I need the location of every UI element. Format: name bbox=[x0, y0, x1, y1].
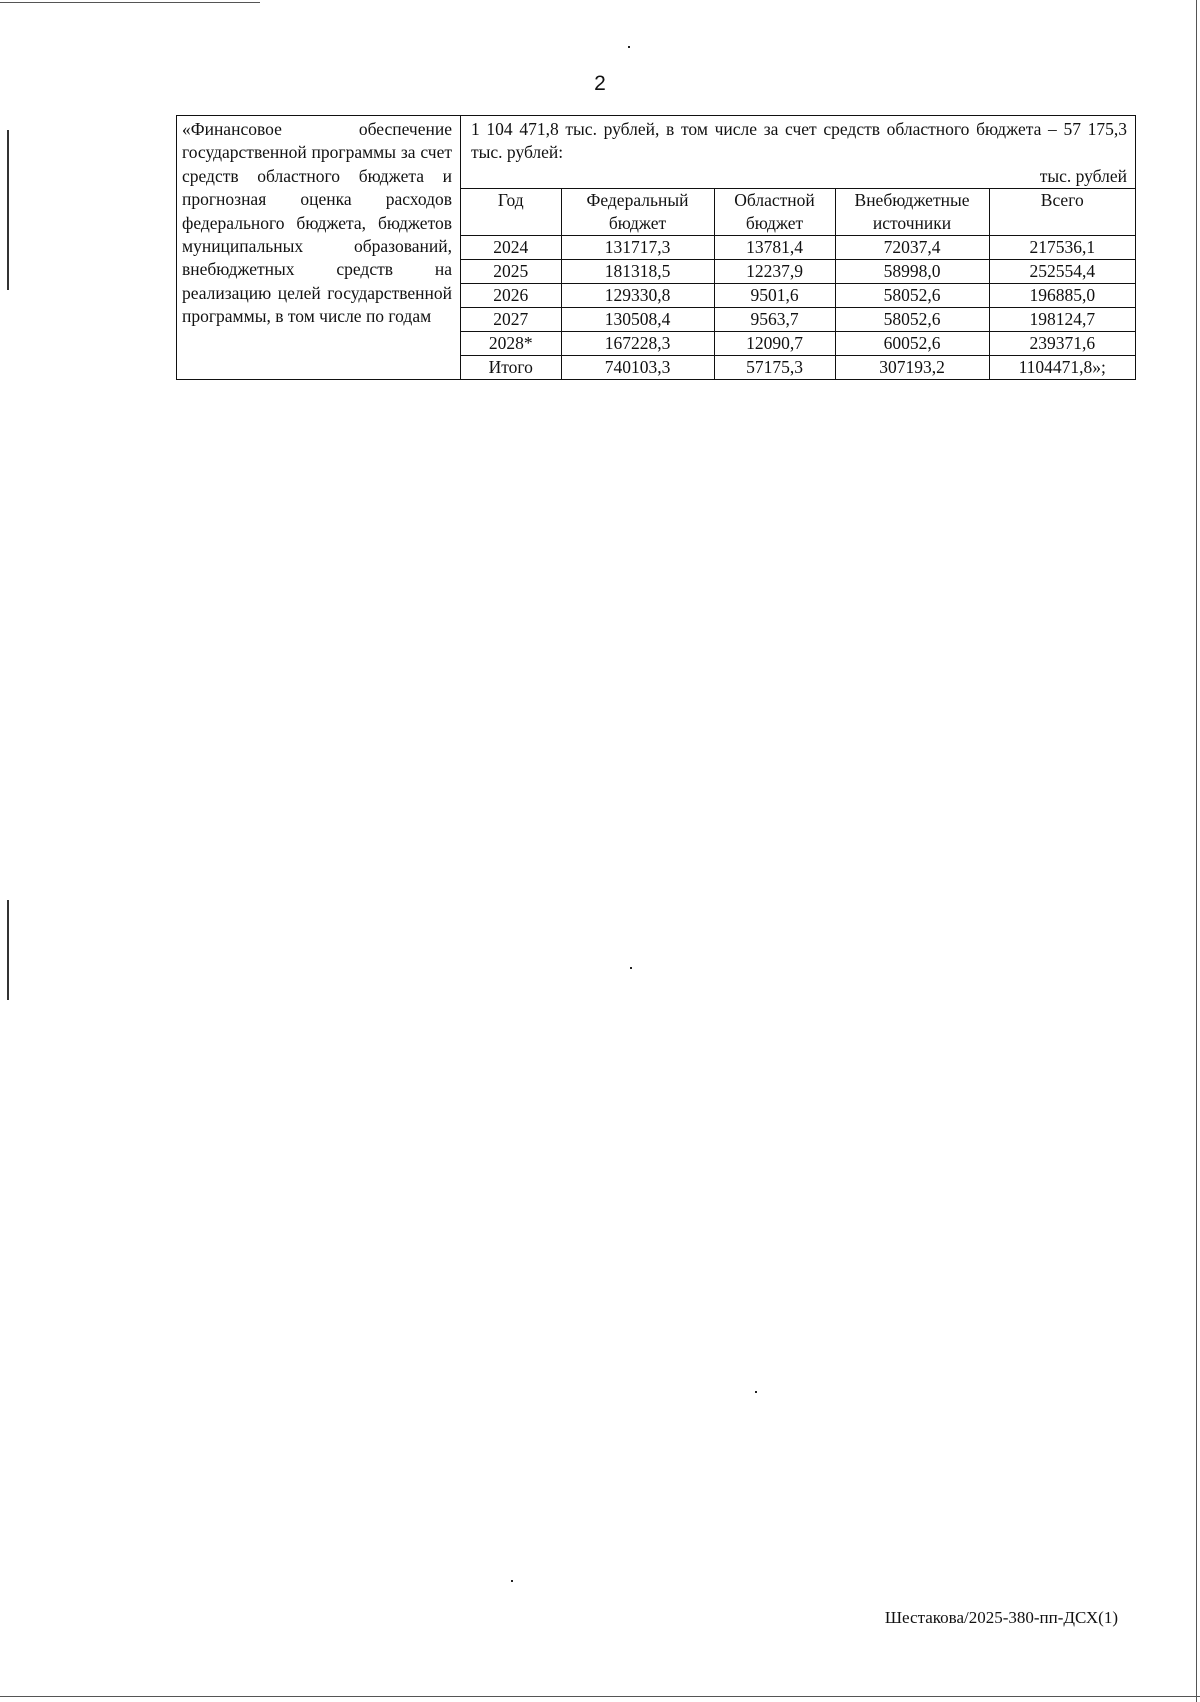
table-total-row bbox=[461, 355, 1135, 379]
cell-federal: 181318,5 bbox=[561, 259, 714, 283]
cell-year: Итого bbox=[461, 355, 561, 379]
page-number: 2 bbox=[594, 72, 606, 95]
cell-extrabudgetary: 58052,6 bbox=[835, 307, 989, 331]
cell-extrabudgetary: 72037,4 bbox=[835, 235, 989, 259]
scan-dot bbox=[511, 1580, 513, 1582]
cell-regional: 9563,7 bbox=[714, 307, 835, 331]
table-row bbox=[461, 235, 1135, 259]
passport-table bbox=[176, 115, 1136, 380]
scan-edge-bottom bbox=[0, 1696, 1200, 1697]
scan-edge-top bbox=[0, 2, 260, 3]
cell-regional: 13781,4 bbox=[714, 235, 835, 259]
cell-federal: 131717,3 bbox=[561, 235, 714, 259]
cell-regional: 9501,6 bbox=[714, 283, 835, 307]
units-label: тыс. рублей bbox=[1039, 165, 1127, 186]
header-regional-budget: Областной бюджет bbox=[714, 188, 835, 235]
table-row bbox=[461, 307, 1135, 331]
scan-dot bbox=[755, 1391, 757, 1393]
table-row bbox=[461, 283, 1135, 307]
cell-total: 252554,4 bbox=[989, 259, 1135, 283]
cell-year: 2025 bbox=[461, 259, 561, 283]
cell-year: 2028* bbox=[461, 331, 561, 355]
cell-total: 239371,6 bbox=[989, 331, 1135, 355]
cell-federal: 167228,3 bbox=[561, 331, 714, 355]
cell-extrabudgetary: 60052,6 bbox=[835, 331, 989, 355]
passport-value-cell bbox=[461, 116, 1136, 380]
cell-total: 196885,0 bbox=[989, 283, 1135, 307]
cell-total: 1104471,8»; bbox=[989, 355, 1135, 379]
header-extrabudgetary: Внебюджетные источники bbox=[835, 188, 989, 235]
funding-table-header-row bbox=[461, 188, 1135, 235]
document-code: Шестакова/2025-380-пп-ДСХ(1) bbox=[884, 1608, 1118, 1627]
cell-total: 217536,1 bbox=[989, 235, 1135, 259]
cell-year: 2027 bbox=[461, 307, 561, 331]
funding-summary: 1 104 471,8 тыс. рублей, в том числе за счет средств областного бюджета – 57 175,3 тыс. рублей: bbox=[471, 119, 1127, 163]
scan-margin-line bbox=[7, 900, 9, 1000]
cell-extrabudgetary: 58052,6 bbox=[835, 283, 989, 307]
cell-regional: 12090,7 bbox=[714, 331, 835, 355]
cell-regional: 12237,9 bbox=[714, 259, 835, 283]
passport-label: «Финансовое обеспечение государственной программы за счет средств областного бюджета и прогнозная оценка расходов федерального бюджета, бюджетов муниципальных образований, внебюджетных средств на реализацию целей государственной программы, в том числе по годам bbox=[177, 116, 461, 380]
header-federal-budget: Федеральный бюджет bbox=[561, 188, 714, 235]
table-row bbox=[461, 331, 1135, 355]
scan-dot bbox=[628, 46, 630, 48]
scan-edge-right bbox=[1196, 0, 1197, 1702]
cell-extrabudgetary: 307193,2 bbox=[835, 355, 989, 379]
header-total: Всего bbox=[989, 188, 1135, 235]
cell-extrabudgetary: 58998,0 bbox=[835, 259, 989, 283]
cell-total: 198124,7 bbox=[989, 307, 1135, 331]
cell-regional: 57175,3 bbox=[714, 355, 835, 379]
table-row bbox=[461, 259, 1135, 283]
scan-dot bbox=[630, 967, 632, 969]
cell-federal: 130508,4 bbox=[561, 307, 714, 331]
cell-year: 2026 bbox=[461, 283, 561, 307]
cell-federal: 129330,8 bbox=[561, 283, 714, 307]
cell-year: 2024 bbox=[461, 235, 561, 259]
cell-federal: 740103,3 bbox=[561, 355, 714, 379]
scan-margin-line bbox=[7, 130, 9, 290]
funding-table bbox=[461, 188, 1135, 379]
header-year: Год bbox=[461, 188, 561, 235]
